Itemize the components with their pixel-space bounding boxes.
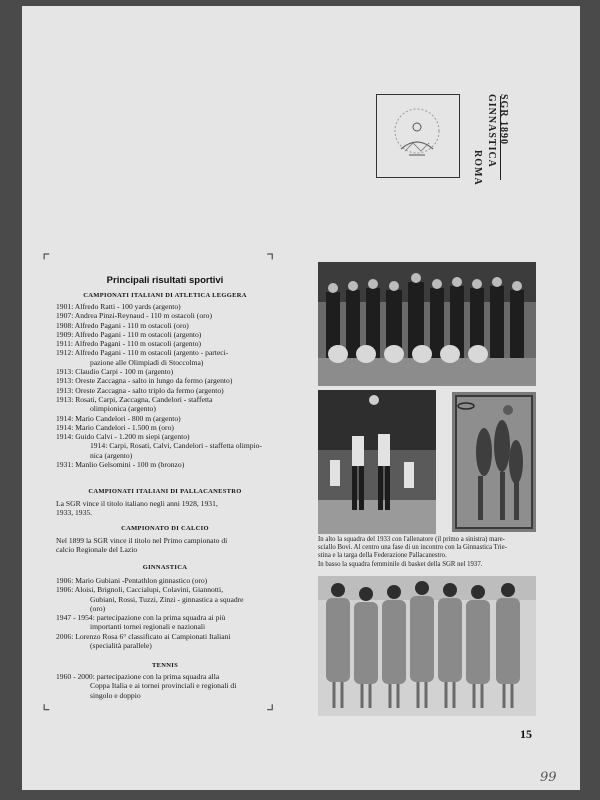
emblem-text-ginnastica: GINNASTICA — [486, 94, 497, 168]
panel-corner-ornament: ⌞ — [42, 693, 51, 713]
ginnastica-result-line: (specialità parallele) — [90, 641, 152, 651]
athletics-result-line: pazione alle Olimpiadi di Stoccolma) — [90, 357, 204, 367]
federation-plaque-photo — [452, 392, 536, 532]
calcio-results-list — [56, 536, 282, 555]
athletics-results-list — [56, 302, 282, 469]
results-title: Principali risultati sportivi — [106, 275, 224, 286]
calcio-result-line: Nel 1899 la SGR vince il titolo nel Primo campionato di — [56, 536, 228, 545]
ginnastica-result-line: 1906: Aloisi, Brignoli, Caccialupi, Colavini, Giannotti, — [56, 585, 224, 595]
caption-line: In alto la squadra del 1933 con l'allenatore (il primo a sinistra) mare- — [318, 536, 505, 543]
page-number: 15 — [520, 727, 532, 741]
ginnastica-result-line: Gubiani, Rossi, Tuzzi, Zinzi - ginnastica a squadre — [90, 594, 244, 604]
tennis-result-line: Coppa Italia e ai tornei provinciali e regionali di — [90, 681, 237, 691]
athletics-result-line: nica (argento) — [90, 450, 133, 460]
caption-line: sciallo Bovi. Al centro una fase di un incontro con la Ginnastica Trie- — [318, 544, 507, 552]
panel-corner-ornament: ⌟ — [266, 693, 275, 713]
handwritten-page-number: 99 — [540, 770, 557, 785]
ginnastica-result-line: 1947 - 1954: partecipazione con la prima squadra ai più — [56, 613, 226, 623]
caption-line: In basso la squadra femminile di basket della SGR nel 1937. — [318, 560, 483, 568]
ginnastica-results-list — [56, 576, 282, 650]
emblem-text-roma: ROMA — [472, 150, 483, 186]
basket-result-line: La SGR vince il titolo italiano negli anni 1928, 1931, — [56, 499, 218, 508]
basket-results-list — [56, 499, 282, 518]
photo-caption — [318, 536, 538, 569]
athletics-result-line: 1914: Mario Candelori - 1.500 m (oro) — [56, 422, 174, 432]
ginnastica-result-line: (oro) — [90, 603, 106, 613]
tennis-heading: TENNIS — [151, 662, 178, 669]
athletics-result-line: 1908: Alfredo Pagani - 110 m ostacoli (oro) — [56, 320, 189, 330]
athletics-result-line: 1912: Alfredo Pagani - 110 m ostacoli (argento - parteci- — [56, 348, 229, 358]
calcio-heading: CAMPIONATO DI CALCIO — [121, 525, 209, 532]
tennis-result-line: singolo e doppio — [90, 690, 141, 700]
athletics-result-line: 1913: Claudio Carpi - 100 m (argento) — [56, 367, 174, 377]
athletics-result-line: olimpionica (argento) — [90, 404, 156, 414]
athletics-result-line: 1913: Rosati, Carpi, Zaccagna, Candelori - staffetta — [56, 394, 213, 404]
tennis-results-list — [56, 672, 282, 700]
athletics-result-line: 1913: Oreste Zaccagna - salto in lungo da fermo (argento) — [56, 376, 233, 386]
panel-corner-ornament: ⌜ — [42, 251, 51, 271]
ginnastica-result-line: 2006: Lorenzo Rosa 6° classificato ai Campionati Italiani — [56, 631, 231, 641]
athletics-result-line: 1907: Andrea Pinzi-Reynaud - 110 m ostacoli (oro) — [56, 311, 212, 321]
athletics-heading: CAMPIONATI ITALIANI DI ATLETICA LEGGERA — [83, 292, 247, 299]
basket-result-line: 1933, 1935. — [56, 508, 93, 518]
womens-team-1937-photo — [318, 576, 536, 716]
emblem-text-sgr: SGR 1890 — [498, 94, 509, 146]
athletics-result-line: 1914: Carpi, Rosati, Calvi, Candelori - staffetta olimpio- — [90, 441, 262, 451]
team-1933-photo — [318, 262, 536, 386]
athletics-result-line: 1909: Alfredo Pagani - 110 m ostacoli (argento) — [56, 329, 202, 339]
tennis-result-line: 1960 - 2000: partecipazione con la prima squadra alla — [56, 672, 220, 681]
athletics-result-line: 1914: Guido Calvi - 1.200 m siepi (argento) — [56, 432, 190, 442]
athletics-result-line: 1913: Oreste Zaccagna - salto triplo da fermo (argento) — [56, 385, 224, 395]
ginnastica-result-line: importanti tornei regionali e nazionali — [90, 622, 206, 632]
sgr-emblem-image — [391, 105, 443, 161]
basket-heading: CAMPIONATI ITALIANI DI PALLACANESTRO — [88, 488, 242, 495]
athletics-result-line: 1931: Manlio Gelsomini - 100 m (bronzo) — [56, 460, 185, 470]
calcio-result-line: calcio Regionale del Lazio — [56, 545, 138, 555]
athletics-result-line: 1911: Alfredo Pagani - 110 m ostacoli (argento) — [56, 339, 202, 349]
athletics-result-line: 1914: Mario Candelori - 800 m (argento) — [56, 413, 181, 423]
ginnastica-heading: GINNASTICA — [142, 564, 188, 571]
caption-line: stina e la targa della Federazione Pallacanestro. — [318, 552, 447, 560]
panel-corner-ornament: ⌝ — [266, 251, 275, 271]
sgr-emblem-box — [376, 94, 460, 178]
ginnastica-result-line: 1906: Mario Gubiani -Pentathlon ginnastico (oro) — [56, 576, 208, 585]
athletics-result-line: 1901: Alfredo Ratti - 100 yards (argento) — [56, 302, 181, 311]
basketball-match-photo — [318, 390, 436, 534]
